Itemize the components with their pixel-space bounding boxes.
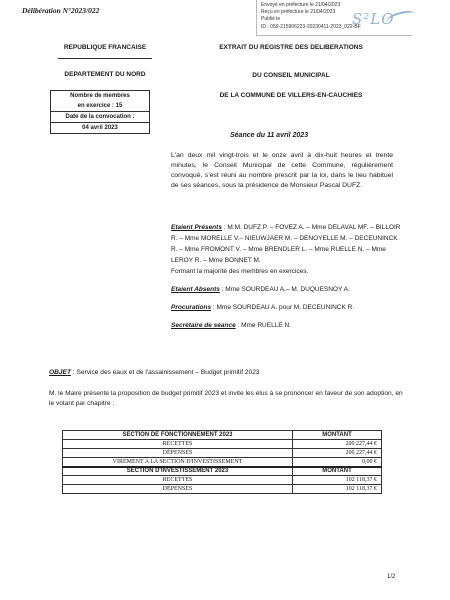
republique-francaise: REPUBLIQUE FRANCAISE bbox=[63, 44, 147, 51]
presents-label: Etaient Présents bbox=[171, 224, 222, 231]
section-investissement-header: SECTION D'INVESTISSEMENT 2023 bbox=[63, 467, 293, 476]
stamp-received-line: Reçu en préfecture le 21/04/2023 bbox=[261, 9, 336, 16]
row-label: DÉPENSES bbox=[63, 485, 293, 494]
page-number: 1/2 bbox=[387, 574, 396, 580]
table-row bbox=[63, 467, 382, 476]
departement-du-nord: DEPARTEMENT DU NORD bbox=[64, 71, 146, 78]
attendance-block bbox=[171, 222, 401, 331]
row-amount: 102 118,37 € bbox=[293, 485, 382, 494]
row-label: RECETTES bbox=[63, 440, 293, 449]
presents-names: : M.M. DUFZ P. – FOVEZ A. – Mme DELAVAL MF. – BILLOIR R. – Mme MORELLE V.– NIEUWJAER M. – DENOYELLE M. – DECEUNINCK R. – Mme FROMONT V. – Mme BRENDLER L. – Mme RUELLE N. – Mme LEROY R. – Mme BONNET M. bbox=[171, 224, 401, 264]
council-title: DU CONSEIL MUNICIPAL bbox=[252, 72, 330, 79]
stamp-id-line: ID : 059-215906223-20230411-2023_022-BF bbox=[261, 23, 361, 30]
table-row bbox=[63, 431, 382, 440]
convocation-date: 04 avril 2023 bbox=[51, 122, 149, 133]
row-label: RECETTES bbox=[63, 476, 293, 485]
objet-line bbox=[49, 369, 409, 376]
secretaire-name: : Mme RUELLE N. bbox=[235, 322, 291, 329]
row-amount: 200 227,44 € bbox=[293, 440, 382, 449]
objet-text: : Service des eaux et de l'assainissement – Budget primitif 2023 bbox=[70, 369, 260, 376]
procurations-label: Procurations bbox=[171, 304, 212, 311]
opening-paragraph: L'an deux mil vingt-trois et le onze avril à dix-huit heures et trente minutes, le Conseil Municipal de cette Commune, régulièrement convoqué, s'est réuni au nombre prescrit par la loi, dans le lieu habituel de ses séances, sous la présidence de Monsieur Pascal DUFZ. bbox=[171, 152, 393, 189]
montant-header: MONTANT bbox=[293, 431, 382, 440]
section-fonctionnement-header: SECTION DE FONCTIONNEMENT 2023 bbox=[63, 431, 293, 440]
members-info-box bbox=[50, 90, 150, 134]
row-label: DÉPENSES bbox=[63, 449, 293, 458]
intro-paragraph: M. le Maire présente la proposition de budget primitif 2023 et invite les élus à se prononcer en faveur de son adoption, en le votant par chapitre : bbox=[49, 390, 403, 407]
row-amount: 200 227,44 € bbox=[293, 449, 382, 458]
stamp-sent-line: Envoyé en préfecture le 21/04/2023 bbox=[261, 2, 341, 8]
presents-line bbox=[171, 222, 401, 266]
absents-names: : Mme SOURDEAU A.– M. DUQUESNOY A. bbox=[219, 286, 350, 293]
absents-label: Etaient Absents bbox=[171, 286, 220, 293]
procurations-text: : Mme SOURDEAU A. pour M. DECEUNINCK R. bbox=[211, 304, 355, 311]
table-row bbox=[63, 485, 382, 494]
header-divider bbox=[58, 58, 152, 59]
commune-title: DE LA COMMUNE DE VILLERS-EN-CAUCHIES bbox=[219, 92, 363, 99]
registry-title: EXTRAIT DU REGISTRE DES DELIBERATIONS bbox=[219, 44, 363, 51]
members-count: en exercice : 15 bbox=[77, 103, 123, 109]
budget-table bbox=[62, 430, 382, 494]
seance-date: Séance du 11 avril 2023 bbox=[230, 132, 309, 139]
table-row bbox=[63, 476, 382, 485]
secretaire-label: Secrétaire de séance bbox=[171, 322, 236, 329]
objet-label: OBJET bbox=[49, 369, 71, 376]
stamp-published-line: Publié le bbox=[261, 16, 281, 23]
montant-header: MONTANT bbox=[293, 467, 382, 476]
row-label: VIREMENT A LA SECTION D'INVESTISSEMENT bbox=[63, 458, 293, 467]
row-amount: 0,00 € bbox=[293, 458, 382, 467]
s2lo-logo: S²LO bbox=[352, 10, 395, 28]
convocation-label: Date de la convocation : bbox=[51, 111, 149, 122]
row-amount: 102 118,37 € bbox=[293, 476, 382, 485]
deliberation-reference: Délibération N°2023/022 bbox=[22, 6, 100, 15]
majority-line: Formant la majorité des membres en exercices. bbox=[171, 268, 309, 275]
procurations-line bbox=[171, 302, 401, 313]
secretaire-line bbox=[171, 320, 401, 331]
table-row bbox=[63, 449, 382, 458]
members-label: Nombre de membres bbox=[70, 93, 130, 99]
absents-line bbox=[171, 284, 401, 295]
table-row bbox=[63, 440, 382, 449]
table-row bbox=[63, 458, 382, 467]
